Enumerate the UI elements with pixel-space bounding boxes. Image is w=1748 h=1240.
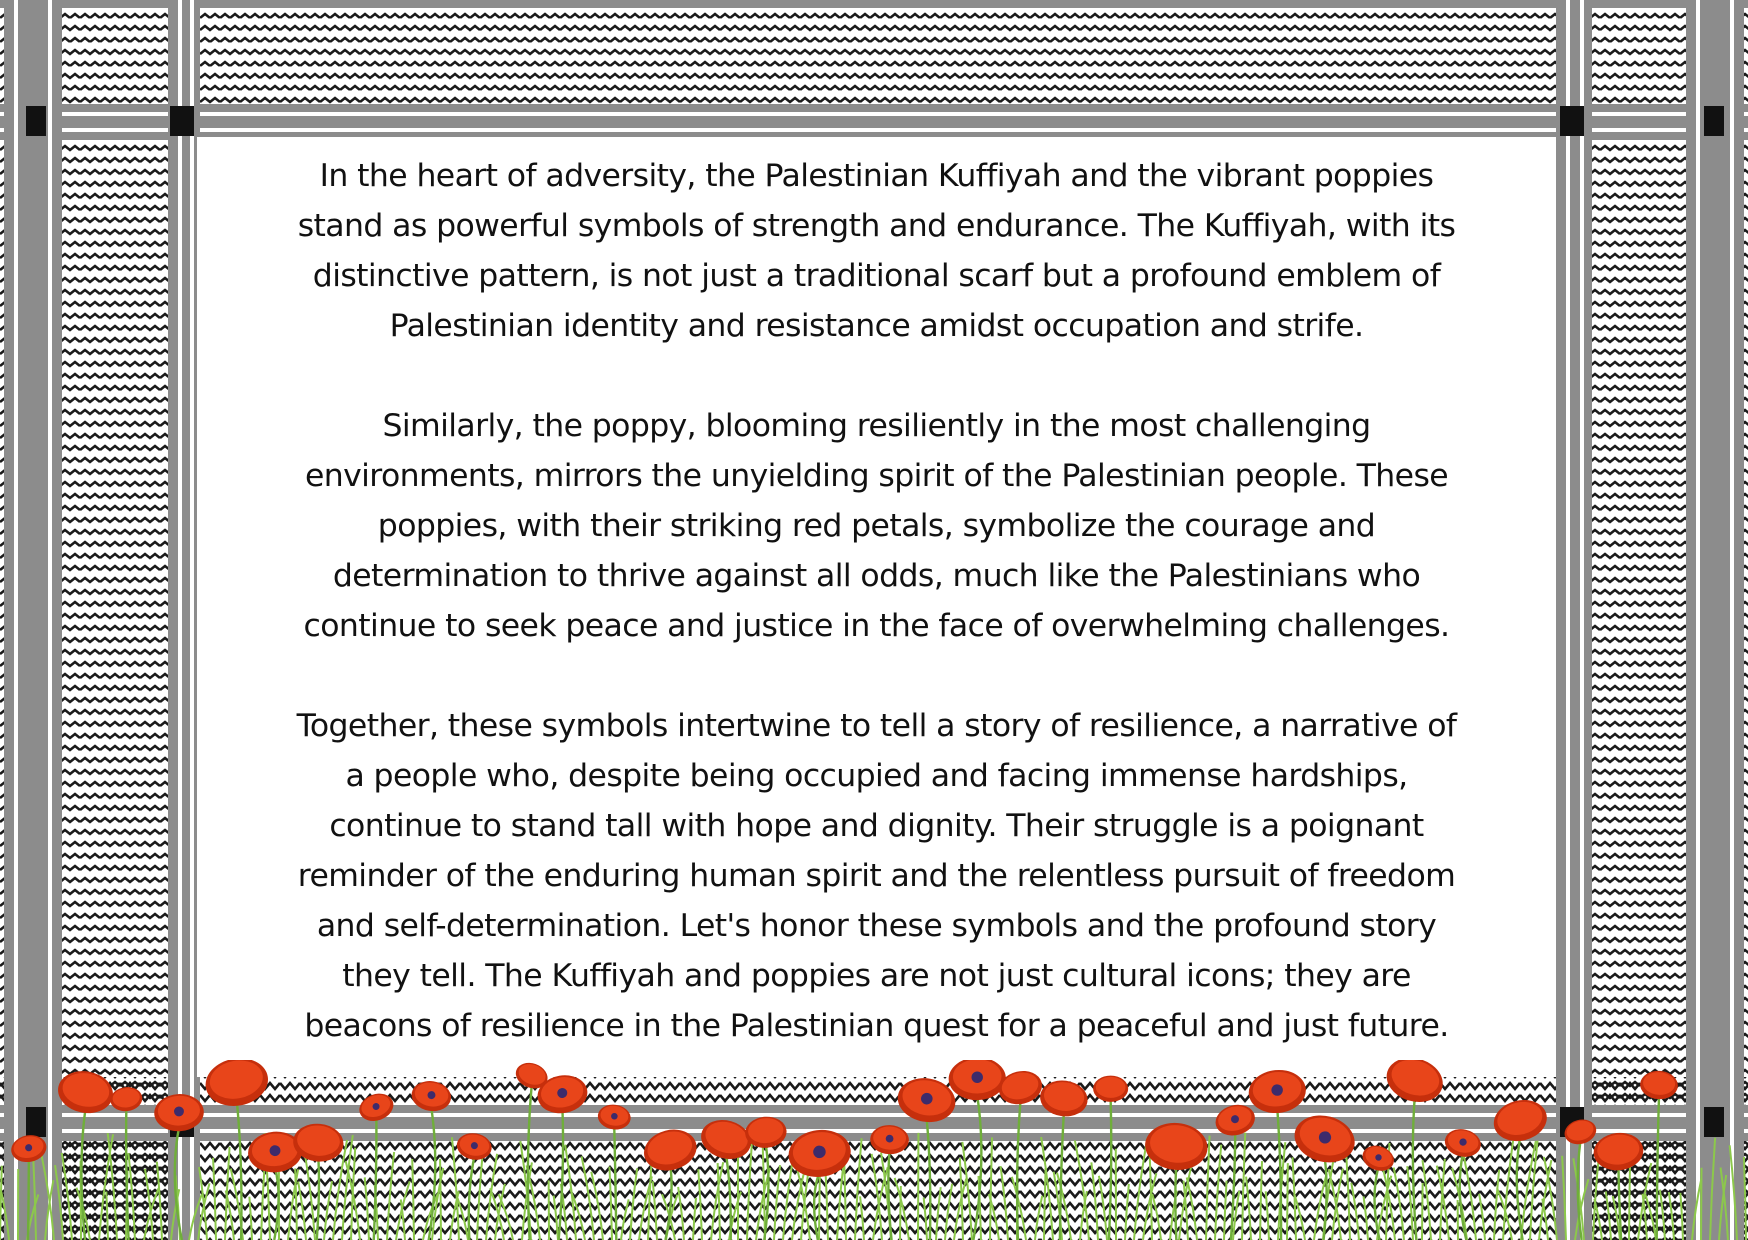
grass-blade xyxy=(486,1154,497,1240)
poppy-icon xyxy=(1592,1130,1645,1172)
grass-blade xyxy=(1669,1192,1674,1240)
grass-blade xyxy=(55,1165,63,1240)
grass-blade xyxy=(990,1137,992,1240)
grass-blade xyxy=(1,1192,9,1240)
grass-blade xyxy=(945,1184,952,1240)
poppy-stem xyxy=(317,1158,319,1240)
grass-blade xyxy=(1680,1193,1683,1240)
poppy-stem xyxy=(469,1157,474,1240)
grass-blade xyxy=(630,1168,637,1240)
grass-blade xyxy=(157,1162,162,1240)
poppy-icon xyxy=(596,1103,632,1132)
poppy-icon xyxy=(1212,1101,1258,1140)
grass-blade xyxy=(774,1165,780,1240)
grass-blade xyxy=(62,1153,72,1240)
text-line: Together, these symbols intertwine to tell a story of resilience, a narrative of xyxy=(296,708,1457,744)
grass-blade xyxy=(41,1154,54,1240)
poppy-stem xyxy=(1017,1101,1020,1240)
grass-blade xyxy=(1539,1160,1551,1240)
text-line: stand as powerful symbols of strength and endurance. The Kuffiyah, with its xyxy=(297,208,1456,244)
poppy-stem xyxy=(726,1155,731,1240)
grass-blade xyxy=(1224,1181,1227,1240)
grass-blade xyxy=(1606,1191,1611,1240)
grass-blade xyxy=(1377,1176,1391,1240)
grass-blade xyxy=(33,1159,36,1240)
grass-blade xyxy=(1479,1194,1485,1240)
poppy-stem xyxy=(1657,1096,1659,1240)
body-text xyxy=(197,151,1556,1051)
grass-blade xyxy=(1035,1196,1042,1240)
grass-blade xyxy=(213,1158,216,1240)
poppy-stem xyxy=(614,1127,616,1240)
grass-blade xyxy=(1044,1168,1046,1240)
grass-blade xyxy=(1001,1166,1008,1240)
grass-blade xyxy=(1329,1169,1341,1240)
grass-blade xyxy=(653,1181,657,1240)
grass-blade xyxy=(1629,1165,1630,1240)
grass-blade xyxy=(1041,1137,1053,1240)
poppy-icon xyxy=(455,1131,494,1163)
grass-blade xyxy=(1562,1156,1566,1240)
grass-blade xyxy=(1125,1184,1129,1240)
grass-blade xyxy=(1152,1194,1161,1240)
grass-blade xyxy=(678,1187,684,1240)
grass-blade xyxy=(1099,1176,1107,1240)
poppy-icon xyxy=(870,1124,910,1155)
poppy-stem xyxy=(888,1151,891,1240)
grass-blade xyxy=(621,1199,629,1240)
poppy-icon xyxy=(1490,1095,1552,1147)
grass-blade xyxy=(698,1169,702,1240)
grass-blade xyxy=(844,1165,846,1240)
grass-blade xyxy=(1287,1163,1288,1240)
grass-blade xyxy=(1012,1177,1026,1240)
poppy-stem xyxy=(1109,1099,1111,1240)
grass-blade xyxy=(1246,1177,1251,1240)
poppy-icon xyxy=(55,1067,117,1118)
grass-blade xyxy=(936,1187,941,1240)
grass-blade xyxy=(99,1134,113,1240)
poppy-icon xyxy=(1289,1109,1360,1169)
poppy-stem xyxy=(81,1109,85,1240)
poppy-stem xyxy=(274,1168,278,1240)
paragraph-2 xyxy=(197,401,1556,651)
poppy-stem xyxy=(1175,1165,1176,1240)
grass-blade xyxy=(226,1190,234,1240)
poppy-icon xyxy=(1359,1142,1397,1175)
poppy-icon xyxy=(697,1114,756,1164)
poppy-icon xyxy=(201,1060,272,1111)
grass-blade xyxy=(108,1133,117,1240)
text-line: environments, mirrors the unyielding spirit of the Palestinian people. These xyxy=(304,458,1449,494)
poppy-stem xyxy=(1413,1097,1417,1240)
grass-blade xyxy=(693,1198,696,1240)
poppy-icon xyxy=(1038,1078,1090,1120)
grass-blade xyxy=(570,1188,585,1240)
grass-blade xyxy=(1594,1199,1602,1240)
grass-blade xyxy=(1394,1168,1404,1240)
grass-blade xyxy=(1593,1152,1599,1240)
text-line: beacons of resilience in the Palestinian quest for a peaceful and just future. xyxy=(304,1008,1449,1044)
poppy-icon xyxy=(1143,1120,1210,1172)
text-line: determination to thrive against all odds, much like the Palestinians who xyxy=(332,558,1421,594)
grass-blade xyxy=(249,1197,252,1240)
grass-blade xyxy=(1266,1191,1269,1240)
poppy-stem xyxy=(927,1117,931,1240)
grass-blade xyxy=(1422,1160,1431,1240)
grass-blade xyxy=(365,1177,369,1240)
text-line: In the heart of adversity, the Palestinian Kuffiyah and the vibrant poppies xyxy=(319,158,1434,194)
text-line: Palestinian identity and resistance amidst occupation and strife. xyxy=(389,308,1364,344)
grass-blade xyxy=(895,1178,909,1240)
text-line: and self-determination. Let's honor these symbols and the profound story xyxy=(316,908,1437,944)
grass-blade xyxy=(554,1196,558,1240)
grass-blade xyxy=(1215,1145,1221,1240)
paragraph-3 xyxy=(197,701,1556,1051)
grass-blade xyxy=(1332,1169,1343,1240)
poppy-icon xyxy=(1442,1126,1483,1160)
grass-blade xyxy=(1744,1157,1746,1240)
text-line: a people who, despite being occupied and facing immense hardships, xyxy=(345,758,1408,794)
poppy-icon xyxy=(153,1093,204,1133)
grass-blade xyxy=(1710,1138,1715,1240)
poppy-field-icon xyxy=(0,1060,1748,1240)
grass-blade xyxy=(0,1166,2,1240)
grass-blade xyxy=(1260,1161,1262,1240)
poppy-icon xyxy=(409,1078,453,1114)
grass-blade xyxy=(1730,1145,1737,1240)
poppy-stem xyxy=(175,1128,182,1240)
grass-blade xyxy=(860,1196,864,1240)
grass-blade xyxy=(1542,1199,1548,1240)
grass-blade xyxy=(1091,1162,1098,1240)
poppy-icon xyxy=(639,1124,701,1176)
grass-blade xyxy=(106,1192,108,1240)
poppy-stem xyxy=(559,1109,563,1240)
paragraph-1 xyxy=(197,151,1556,351)
poppy-icon xyxy=(1093,1075,1128,1102)
grass-blade xyxy=(440,1159,441,1240)
poppy-icon xyxy=(109,1085,144,1113)
grass-blade xyxy=(1494,1170,1499,1240)
grass-blade xyxy=(1351,1183,1359,1240)
grass-blade xyxy=(324,1181,332,1240)
text-line: they tell. The Kuffiyah and poppies are not just cultural icons; they are xyxy=(342,958,1411,994)
poppy-stem xyxy=(1324,1157,1327,1240)
poppy-stem xyxy=(237,1101,242,1240)
grass-blade xyxy=(855,1138,862,1240)
grass-blade xyxy=(1364,1196,1368,1240)
grass-blade xyxy=(298,1182,306,1240)
grass-blade xyxy=(412,1159,414,1240)
text-line: continue to seek peace and justice in the face of overwhelming challenges. xyxy=(303,608,1450,644)
poppy-icon xyxy=(948,1060,1006,1101)
grass-blade xyxy=(924,1198,927,1240)
poppy-icon xyxy=(1639,1070,1678,1101)
grass-blade xyxy=(387,1152,394,1240)
poppy-icon xyxy=(356,1089,398,1125)
text-line: Similarly, the poppy, blooming resiliently in the most challenging xyxy=(382,408,1371,444)
text-line: reminder of the enduring human spirit and the relentless pursuit of freedom xyxy=(297,858,1456,894)
grass-blade xyxy=(477,1151,483,1240)
grass-blade xyxy=(954,1179,966,1240)
poppy-stem xyxy=(1060,1113,1064,1240)
poppy-icon xyxy=(1381,1060,1448,1109)
poppy-icon xyxy=(1247,1067,1308,1116)
text-panel xyxy=(197,137,1556,1077)
grass-blade xyxy=(711,1162,723,1240)
text-line: poppies, with their striking red petals, symbolize the courage and xyxy=(377,508,1376,544)
grass-blade xyxy=(1242,1133,1245,1240)
grass-blade xyxy=(747,1137,752,1240)
poppy-stem xyxy=(28,1159,29,1240)
grass-blade xyxy=(128,1153,135,1240)
grass-blade xyxy=(1660,1190,1665,1240)
grass-blade xyxy=(1638,1163,1651,1240)
text-line: continue to stand tall with hope and dignity. Their struggle is a poignant xyxy=(329,808,1424,844)
grass-blade xyxy=(499,1194,513,1240)
text-line: distinctive pattern, is not just a traditional scarf but a profound emblem of xyxy=(312,258,1441,294)
grass-blade xyxy=(609,1167,612,1240)
grass-blade xyxy=(762,1138,765,1240)
poppy-icon xyxy=(1562,1116,1599,1148)
grass-blade xyxy=(1422,1183,1423,1240)
poppy-stem xyxy=(374,1118,377,1240)
